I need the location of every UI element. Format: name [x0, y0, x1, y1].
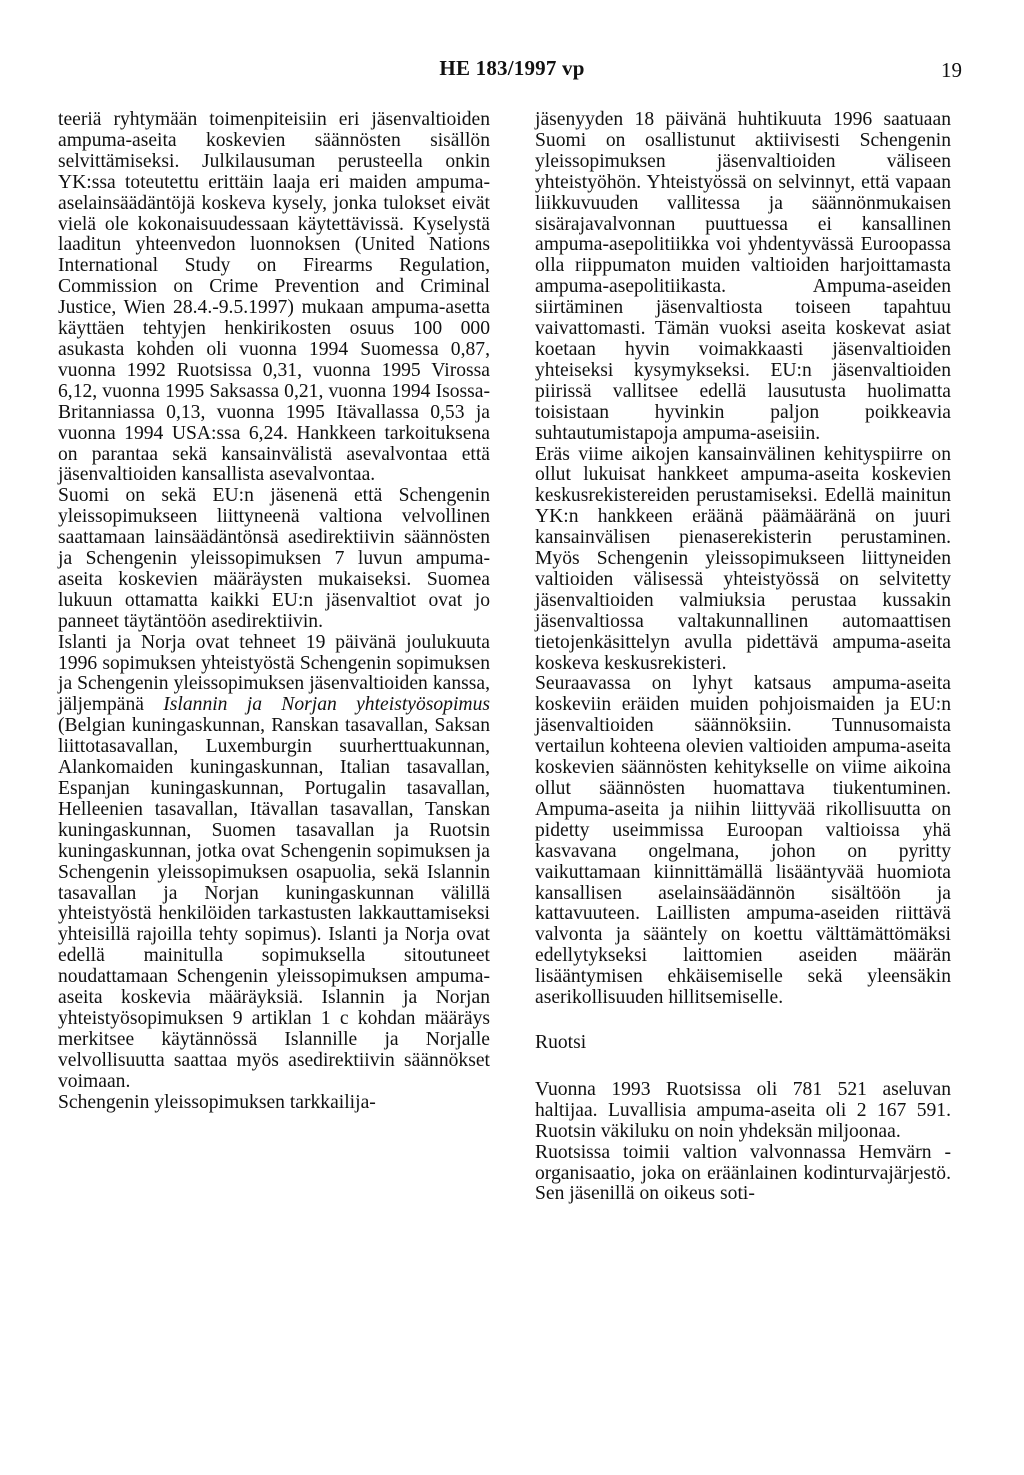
running-header [0, 56, 1024, 86]
paragraph: Eräs viime aikojen kansainvälinen kehityspiirre on ollut lukuisat hankkeet ampuma-aseita koskevien keskusrekistereiden perustamiseksi. Edellä mainitun YK:n hankkeen eräänä päämääränä on juuri kansainvälisen pienaserekisterin perustaminen. Myös Schengenin yleissopimukseen liittyneiden valtioiden välisessä yhteistyössä on selvitetty jäsenvaltioiden valmiuksia perustaa kussakin jäsenvaltiossa valtakunnallinen automaattisen tietojenkäsittelyn avulla pidettävä ampuma-aseita koskeva keskusrekisteri. [535, 443, 951, 674]
paragraph: teeriä ryhtymään toimenpiteisiin eri jäsenvaltioiden ampuma-aseita koskevien säännösten sisällön selvittämiseksi. Julkilausuman perusteella onkin YK:ssa toteutettu erittäin laaja eri maiden ampuma-aselainsäädäntöjä koskeva kysely, jonka tulokset eivät vielä ole kokonaisuudessaan käytettävissä. Kyselystä laaditun yhteenvedon luonnoksen (United Nations International Study on Firearms Regulation, Commission on Crime Prevention and Criminal Justice, Wien 28.4.-9.5.1997) mukaan ampuma-asetta käyttäen tehtyjen henkirikosten osuus 100 000 asukasta kohden oli vuonna 1994 Suomessa 0,87, vuonna 1992 Ruotsissa 0,31, vuonna 1995 Virossa 6,12, vuonna 1995 Saksassa 0,21, vuonna 1994 Isossa-Britanniassa 0,13, vuonna 1995 Itävallassa 0,53 ja vuonna 1994 USA:ssa 6,24. Hankkeen tarkoituksena on parantaa sekä kansainvälistä asevalvontaa että jäsenvaltioiden kansallista asevalvontaa. [58, 109, 490, 486]
left-column [58, 110, 490, 1114]
paragraph: jäsenyyden 18 päivänä huhtikuuta 1996 saatuaan Suomi on osallistunut aktiivisesti Schengenin yleissopimuksen jäsenvaltioiden väliseen yhteistyöhön. Yhteistyössä on selvinnyt, että vapaan liikkuvuuden vallitessa ja säännönmukaisen sisärajavalvonnan puuttuessa ei kansallinen ampuma-asepolitiikka voi yhdentyvässä Euroopassa olla riippumaton muiden valtioiden harjoittamasta ampuma-asepolitiikasta. Ampuma-aseiden siirtäminen jäsenvaltiosta toiseen tapahtuu vaivattomasti. Tämän vuoksi aseita koskevat asiat koetaan hyvin voimakkaasti jäsenvaltioiden yhteiseksi kysymykseksi. EU:n jäsenvaltioiden piirissä vallitsee edellä lausutusta huolimatta toisistaan hyvinkin paljon poikkeavia suhtautumistapoja ampuma-aseisiin. [535, 109, 951, 444]
paragraph [58, 633, 490, 1093]
paragraph: Ruotsissa toimii valtion valvonnassa Hemvärn -organisaatio, joka on eräänlainen kodinturvajärjestö. Sen jäsenillä on oikeus soti- [535, 1141, 951, 1205]
paragraph-text: Islanti ja Norja ovat tehneet 19 päivänä joulukuuta 1996 sopimuksen yhteistyöstä Schengenin sopimuksen ja Schengenin yleissopimuksen jäsenvaltioiden kanssa, jäljempänä [58, 631, 490, 716]
document-title: HE 183/1997 vp [439, 56, 585, 80]
paragraph: Schengenin yleissopimuksen tarkkailija- [58, 1091, 376, 1113]
italic-term: Islannin ja Norjan yhteistyösopimus [163, 694, 490, 716]
page-number: 19 [941, 58, 962, 82]
right-column [535, 110, 951, 1205]
paragraph: Suomi on sekä EU:n jäsenenä että Schengenin yleissopimukseen liittyneenä valtiona velvollinen saattamaan lainsäädäntönsä asedirektiivin säännösten ja Schengenin yleissopimuksen 7 luvun ampuma-aseita koskevien määräysten mukaiseksi. Suomea lukuun ottamatta kaikki EU:n jäsenvaltiot ovat jo panneet täytäntöön asedirektiivin. [58, 485, 490, 632]
paragraph: Seuraavassa on lyhyt katsaus ampuma-aseita koskeviin eräiden muiden pohjoismaiden ja EU:n jäsenvaltioiden säännöksiin. Tunnusomaista vertailun kohteena olevien valtioiden ampuma-aseita koskevien säännösten kehitykselle on viime aikoina ollut säännösten huomattava tiukentuminen. Ampuma-aseita ja niihin liittyvää rikollisuutta on pidetty useimmissa Euroopan valtioissa yhä kasvavana ongelmana, johon on pyritty vaikuttamaan kiinnittämällä lisääntyvää huomiota kansallisen aselainsäädännön sisältöön ja kattavuuteen. Laillisten ampuma-aseiden riittävä valvonta ja sääntely on koettu välttämättömäksi edellytykseksi laittomien aseiden määrän lisääntymisen ehkäisemiselle sekä yleensäkin aserikollisuuden hillitsemiselle. [535, 673, 951, 1009]
paragraph-text: (Belgian kuningaskunnan, Ranskan tasavallan, Saksan liittotasavallan, Luxemburgin suurherttuakunnan, Alankomaiden kuningaskunnan, Italian tasavallan, Espanjan kuningaskunnan, Portugalin tasavallan, Helleenien tasavallan, Itävallan tasavallan, Tanskan kuningaskunnan, Suomen tasavallan ja Ruotsin kuningaskunnan, jotka ovat Schengenin sopimuksen ja Schengenin yleissopimuksen osapuolia, sekä Islannin tasavallan ja Norjan kuningaskunnan välillä yhteistyöstä henkilöiden tarkastusten lakkauttamiseksi yhteisillä rajoilla tehty sopimus). Islanti ja Norja ovat edellä mainitulla sopimuksella sitoutuneet noudattamaan Schengenin yleissopimuksen ampuma-aseita koskevia määräyksiä. Islannin ja Norjan yhteistyösopimuksen 9 artiklan 1 c kohdan määräys merkitsee käytännössä Islannille ja Norjalle velvollisuutta saattaa myös asedirektiivin säännökset voimaan. [58, 715, 490, 1092]
paragraph: Vuonna 1993 Ruotsissa oli 781 521 aseluvan haltijaa. Luvallisia ampuma-aseita oli 2 167 591. Ruotsin väkiluku on noin yhdeksän miljoonaa. [535, 1078, 951, 1142]
section-heading: Ruotsi [535, 1031, 587, 1053]
